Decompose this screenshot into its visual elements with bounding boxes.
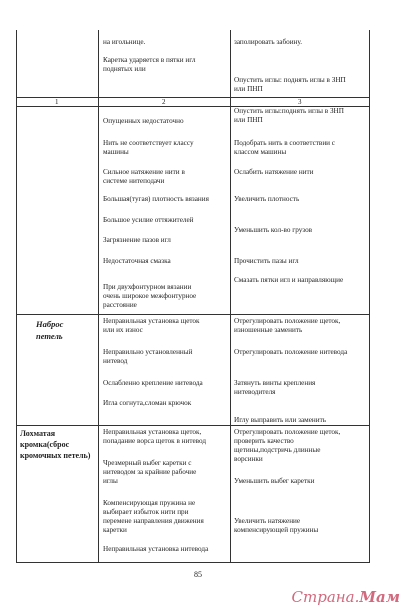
s1-remedy-6: Прочистить пазы игл	[234, 257, 299, 265]
top-cell-col2-line2: Каретка ударяется в пятки игл поднятых или	[103, 56, 196, 73]
s2-cause-4: Игла согнута,сломан крючок	[103, 399, 192, 407]
s1-remedy-5: Уменьшить кол-во грузов	[234, 226, 313, 234]
s3-cause-1: Неправильная установка щеток, попадание ворса щеток в нитевод	[103, 428, 207, 445]
s2-remedy-1: Отрегулировать положение щеток, изношенные заменить	[234, 317, 341, 334]
s1-cause-7: Недостаточная смазка	[103, 257, 171, 265]
s3-cause-4: Неправильная установка нитевода	[103, 545, 209, 553]
s2-remedy-2: Отрегулировать положение нитевода	[234, 348, 348, 356]
header-number-1: 1	[55, 98, 59, 106]
s1-remedy-1: Опустить иглы:поднять иглы в ЗНП или ПНП	[234, 107, 344, 124]
top-cell-col3-line2: Опустить иглы: поднять иглы в ЗНП или ПНП	[234, 76, 346, 93]
s3-remedy-3: Увеличить натяжение компенсирующей пружины	[234, 517, 319, 534]
table-bottom-border	[16, 562, 370, 563]
watermark-part1: Страна	[291, 588, 355, 606]
s3-cause-2: Чрезмерный выбег каретки с нитеводом за крайние рабочие иглы	[103, 459, 197, 485]
s1-cause-1: Опущенных недостаточно	[103, 117, 184, 125]
top-cell-col2-line1: на игольнице.	[103, 38, 146, 46]
column-divider-1	[98, 30, 99, 563]
s2-cause-3: Ослабленно крепление нитевода	[103, 379, 203, 387]
s2-cause-2: Неправильно установленный нитевод	[103, 348, 193, 365]
s2-cause-1: Неправильная установка щеток или их износ	[103, 317, 200, 334]
watermark-part2: Мам	[359, 588, 400, 606]
s1-remedy-7: Смазать пятки игл и направляющие	[234, 276, 344, 284]
top-cell-col3-line1: заполировать забоину.	[234, 38, 303, 46]
s1-cause-3: Сильное натяжение нити в системе нитеподачи	[103, 168, 185, 185]
s1-cause-8: При двухфонтурном вязании очень широкое межфонтурное расстояние	[103, 283, 197, 309]
s3-defect-label: Лохматая кромка(сброс кромочных петель)	[20, 429, 91, 460]
s1-cause-4: Большая(тугая) плотность вязания	[103, 195, 209, 203]
s3-remedy-2: Уменьшить выбег каретки	[234, 477, 315, 485]
s3-cause-3: Компенсирующая пружина не выбирает избыток нити при перемене направления движения каретки	[103, 499, 204, 534]
header-number-2: 2	[162, 98, 166, 106]
table-right-border	[369, 30, 370, 563]
site-watermark: Страна.Мам	[291, 588, 400, 606]
section-divider-1	[16, 314, 370, 315]
section-divider-2	[16, 425, 370, 426]
s3-remedy-1: Отрегулировать положение щеток, проверить качество щетины,подстричь длинные ворсинки	[234, 428, 341, 463]
table-left-border	[16, 30, 17, 563]
s1-remedy-4: Увеличить плотность	[234, 195, 300, 203]
s2-remedy-3: Затянуть винты крепления нитеводителя	[234, 379, 316, 396]
s1-remedy-3: Ослабить натяжение нити	[234, 168, 314, 176]
header-row-top	[16, 97, 370, 98]
s2-defect-label: Наброс петель	[36, 319, 64, 341]
s1-cause-6: Загрязнение пазов игл	[103, 236, 171, 244]
column-divider-2	[230, 30, 231, 563]
page-number: 85	[194, 570, 202, 579]
header-number-3: 3	[298, 98, 302, 106]
s2-remedy-4: Иглу выправить или заменить	[234, 416, 327, 424]
s1-remedy-2: Подобрать нить в соответствии с классом машины	[234, 139, 335, 156]
s1-cause-5: Большое усилие оттяжителей	[103, 216, 194, 224]
s1-cause-2: Нить не соответствует классу машины	[103, 139, 194, 156]
